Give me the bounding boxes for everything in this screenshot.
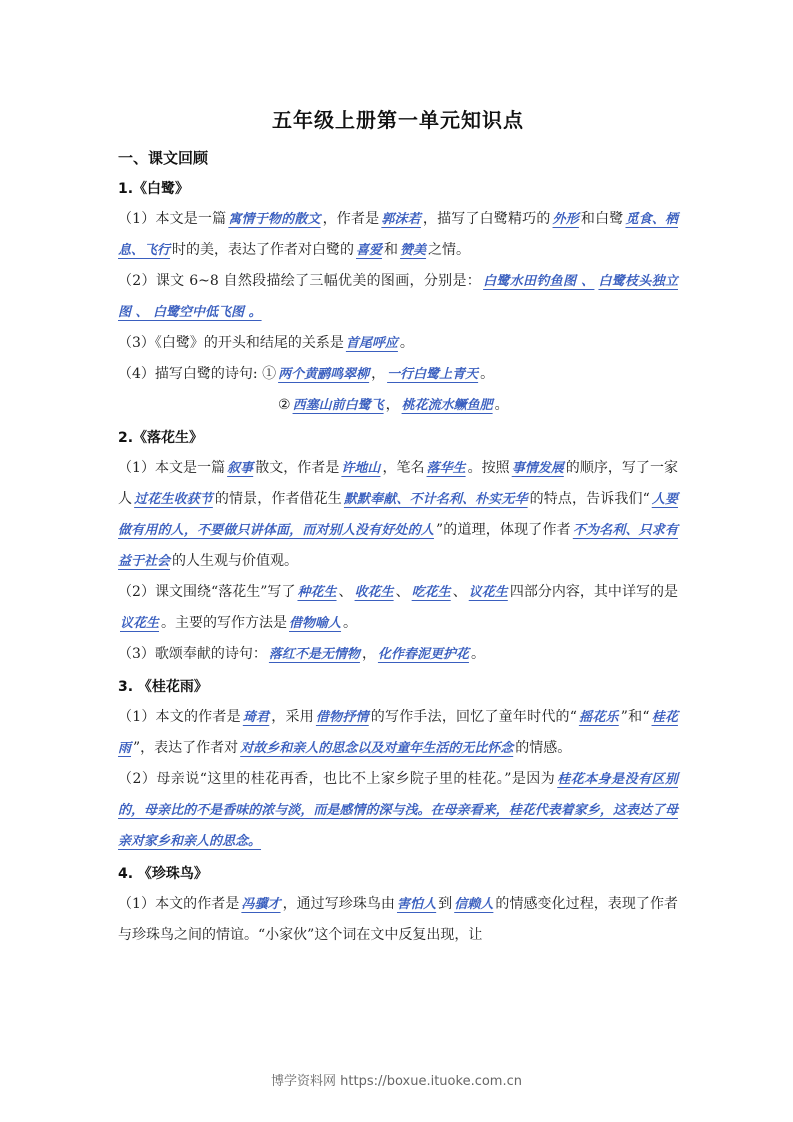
answer-blank: 首尾呼应 bbox=[345, 336, 398, 351]
question-paragraph: （2）母亲说“这里的桂花再香，也比不上家乡院子里的桂花。”是因为 桂花本身是没有区别的，母亲比的不是香味的浓与淡，而是感情的深与浅。在母亲看来，桂花代表着家乡，这表达了母亲对家乡和亲人的思念。 bbox=[118, 771, 678, 849]
lesson-heading: 1.《白鹭》 bbox=[118, 181, 190, 197]
answer-blank: 化作春泥更护花 bbox=[377, 647, 469, 662]
answer-blank: 白鹭水田钓鱼图 、 bbox=[483, 274, 595, 289]
answer-blank: 两个黄鹂鸣翠柳 bbox=[278, 367, 370, 382]
lesson-heading: 3. 《桂花雨》 bbox=[118, 679, 208, 695]
answer-blank: 信赖人 bbox=[454, 897, 494, 912]
answer-blank: 过花生收获节 bbox=[134, 492, 213, 507]
answer-blank: 收花生 bbox=[354, 585, 394, 600]
question-paragraph: （3）歌颂奉献的诗句： 落红不是无情物 ， 化作春泥更护花 。 bbox=[118, 646, 485, 662]
question-paragraph: ② 西塞山前白鹭飞 ， 桃花流水鳜鱼肥 。 bbox=[278, 397, 509, 413]
answer-blank: 觅食、栖息、飞行 bbox=[118, 212, 678, 258]
question-paragraph: （1）本文的作者是 琦君 ，采用 借物抒情 的写作手法，回忆了童年时代的“ 摇花乐 ”和“ 桂花雨 ”，表达了作者对 对故乡和亲人的思念以及对童年生活的无比怀念 的情感。 bbox=[118, 709, 678, 756]
question-paragraph: （2）课文 6~8 自然段描绘了三幅优美的图画，分别是： 白鹭水田钓鱼图 、 白鹭枝头独立图 、 白鹭空中低飞图 。 bbox=[118, 273, 678, 320]
answer-blank: 不为名利、只求有益于社会 bbox=[118, 523, 678, 569]
answer-blank: 桂花雨 bbox=[118, 710, 678, 756]
answer-blank: 白鹭枝头独立图 、 白鹭空中低飞图 。 bbox=[118, 274, 678, 320]
question-paragraph: （1）本文的作者是 冯骥才 ，通过写珍珠鸟由 害怕人 到 信赖人 的情感变化过程，表现了作者与珍珠鸟之间的情谊。“小家伙”这个词在文中反复出现，让 bbox=[118, 896, 679, 943]
answer-blank: 叙事 bbox=[227, 461, 254, 476]
answer-blank: 种花生 bbox=[297, 585, 337, 600]
footer-watermark: 博学资料网 https://boxue.ituoke.com.cn bbox=[271, 1074, 522, 1089]
answer-blank: 人要做有用的人，不要做只讲体面，而对别人没有好处的人 bbox=[118, 492, 678, 538]
answer-blank: 喜爱 bbox=[356, 243, 383, 258]
answer-blank: 议花生 bbox=[120, 616, 160, 631]
lesson-heading: 4. 《珍珠鸟》 bbox=[118, 866, 208, 882]
answer-blank: 桂花本身是没有区别的，母亲比的不是香味的浓与淡，而是感情的深与浅。在母亲看来，桂花代表着家乡，这表达了母亲对家乡和亲人的思念。 bbox=[118, 772, 678, 849]
document-page bbox=[118, 100, 678, 951]
answer-blank: 借物抒情 bbox=[315, 710, 369, 725]
question-paragraph: （4）描写白鹭的诗句: ① 两个黄鹂鸣翠柳 ， 一行白鹭上青天 。 bbox=[118, 366, 495, 382]
answer-blank: 寓情于物的散文 bbox=[228, 212, 321, 227]
answer-blank: 西塞山前白鹭飞 bbox=[292, 398, 384, 413]
lessons-container bbox=[118, 178, 678, 951]
answer-blank: 冯骥才 bbox=[241, 897, 281, 912]
answer-blank: 许地山 bbox=[341, 461, 381, 476]
answer-blank: 郭沫若 bbox=[381, 212, 421, 227]
answer-blank: 借物喻人 bbox=[289, 616, 342, 631]
answer-blank: 落华生 bbox=[426, 461, 466, 476]
answer-blank: 落红不是无情物 bbox=[268, 647, 360, 662]
answer-blank: 事情发展 bbox=[511, 461, 564, 476]
answer-blank: 摇花乐 bbox=[578, 710, 619, 725]
page-title: 五年级上册第一单元知识点 bbox=[272, 108, 524, 132]
question-paragraph: （3）《白鹭》的开头和结尾的关系是 首尾呼应 。 bbox=[118, 335, 414, 351]
answer-blank: 议花生 bbox=[468, 585, 508, 600]
answer-blank: 默默奉献、不计名利、朴实无华 bbox=[343, 492, 528, 507]
answer-blank: 赞美 bbox=[400, 243, 427, 258]
answer-blank: 吃花生 bbox=[411, 585, 451, 600]
section-heading: 一、课文回顾 bbox=[118, 149, 209, 167]
question-paragraph: （1）本文是一篇 寓情于物的散文 ，作者是 郭沫若 ，描写了白鹭精巧的 外形 和白鹭 觅食、栖息、飞行 时的美，表达了作者对白鹭的 喜爱 和 赞美 之情。 bbox=[118, 211, 678, 258]
answer-blank: 对故乡和亲人的思念以及对童年生活的无比怀念 bbox=[240, 741, 514, 756]
answer-blank: 害怕人 bbox=[396, 897, 437, 912]
lesson-heading: 2.《落花生》 bbox=[118, 430, 204, 446]
answer-blank: 桃花流水鳜鱼肥 bbox=[401, 398, 493, 413]
answer-blank: 外形 bbox=[552, 212, 579, 227]
question-paragraph: （1）本文是一篇 叙事 散文，作者是 许地山 ，笔名 落华生 。按照 事情发展 的顺序，写了一家人 过花生收获节 的情景，作者借花生 默默奉献、不计名利、朴实无华 的特点，告诉我们“ 人要做有用的人，不要做只讲体面，而对别人没有好处的人 ”的道理，体现了作者 不为名利、只求有益于社会 的人生观与价值观。 bbox=[118, 460, 678, 569]
question-paragraph: （2）课文围绕“落花生”写了 种花生 、 收花生 、 吃花生 、 议花生 四部分内容，其中详写的是议花生 。主要的写作方法是 借物喻人 。 bbox=[118, 584, 679, 631]
answer-blank: 琦君 bbox=[242, 710, 270, 725]
answer-blank: 一行白鹭上青天 bbox=[387, 367, 479, 382]
